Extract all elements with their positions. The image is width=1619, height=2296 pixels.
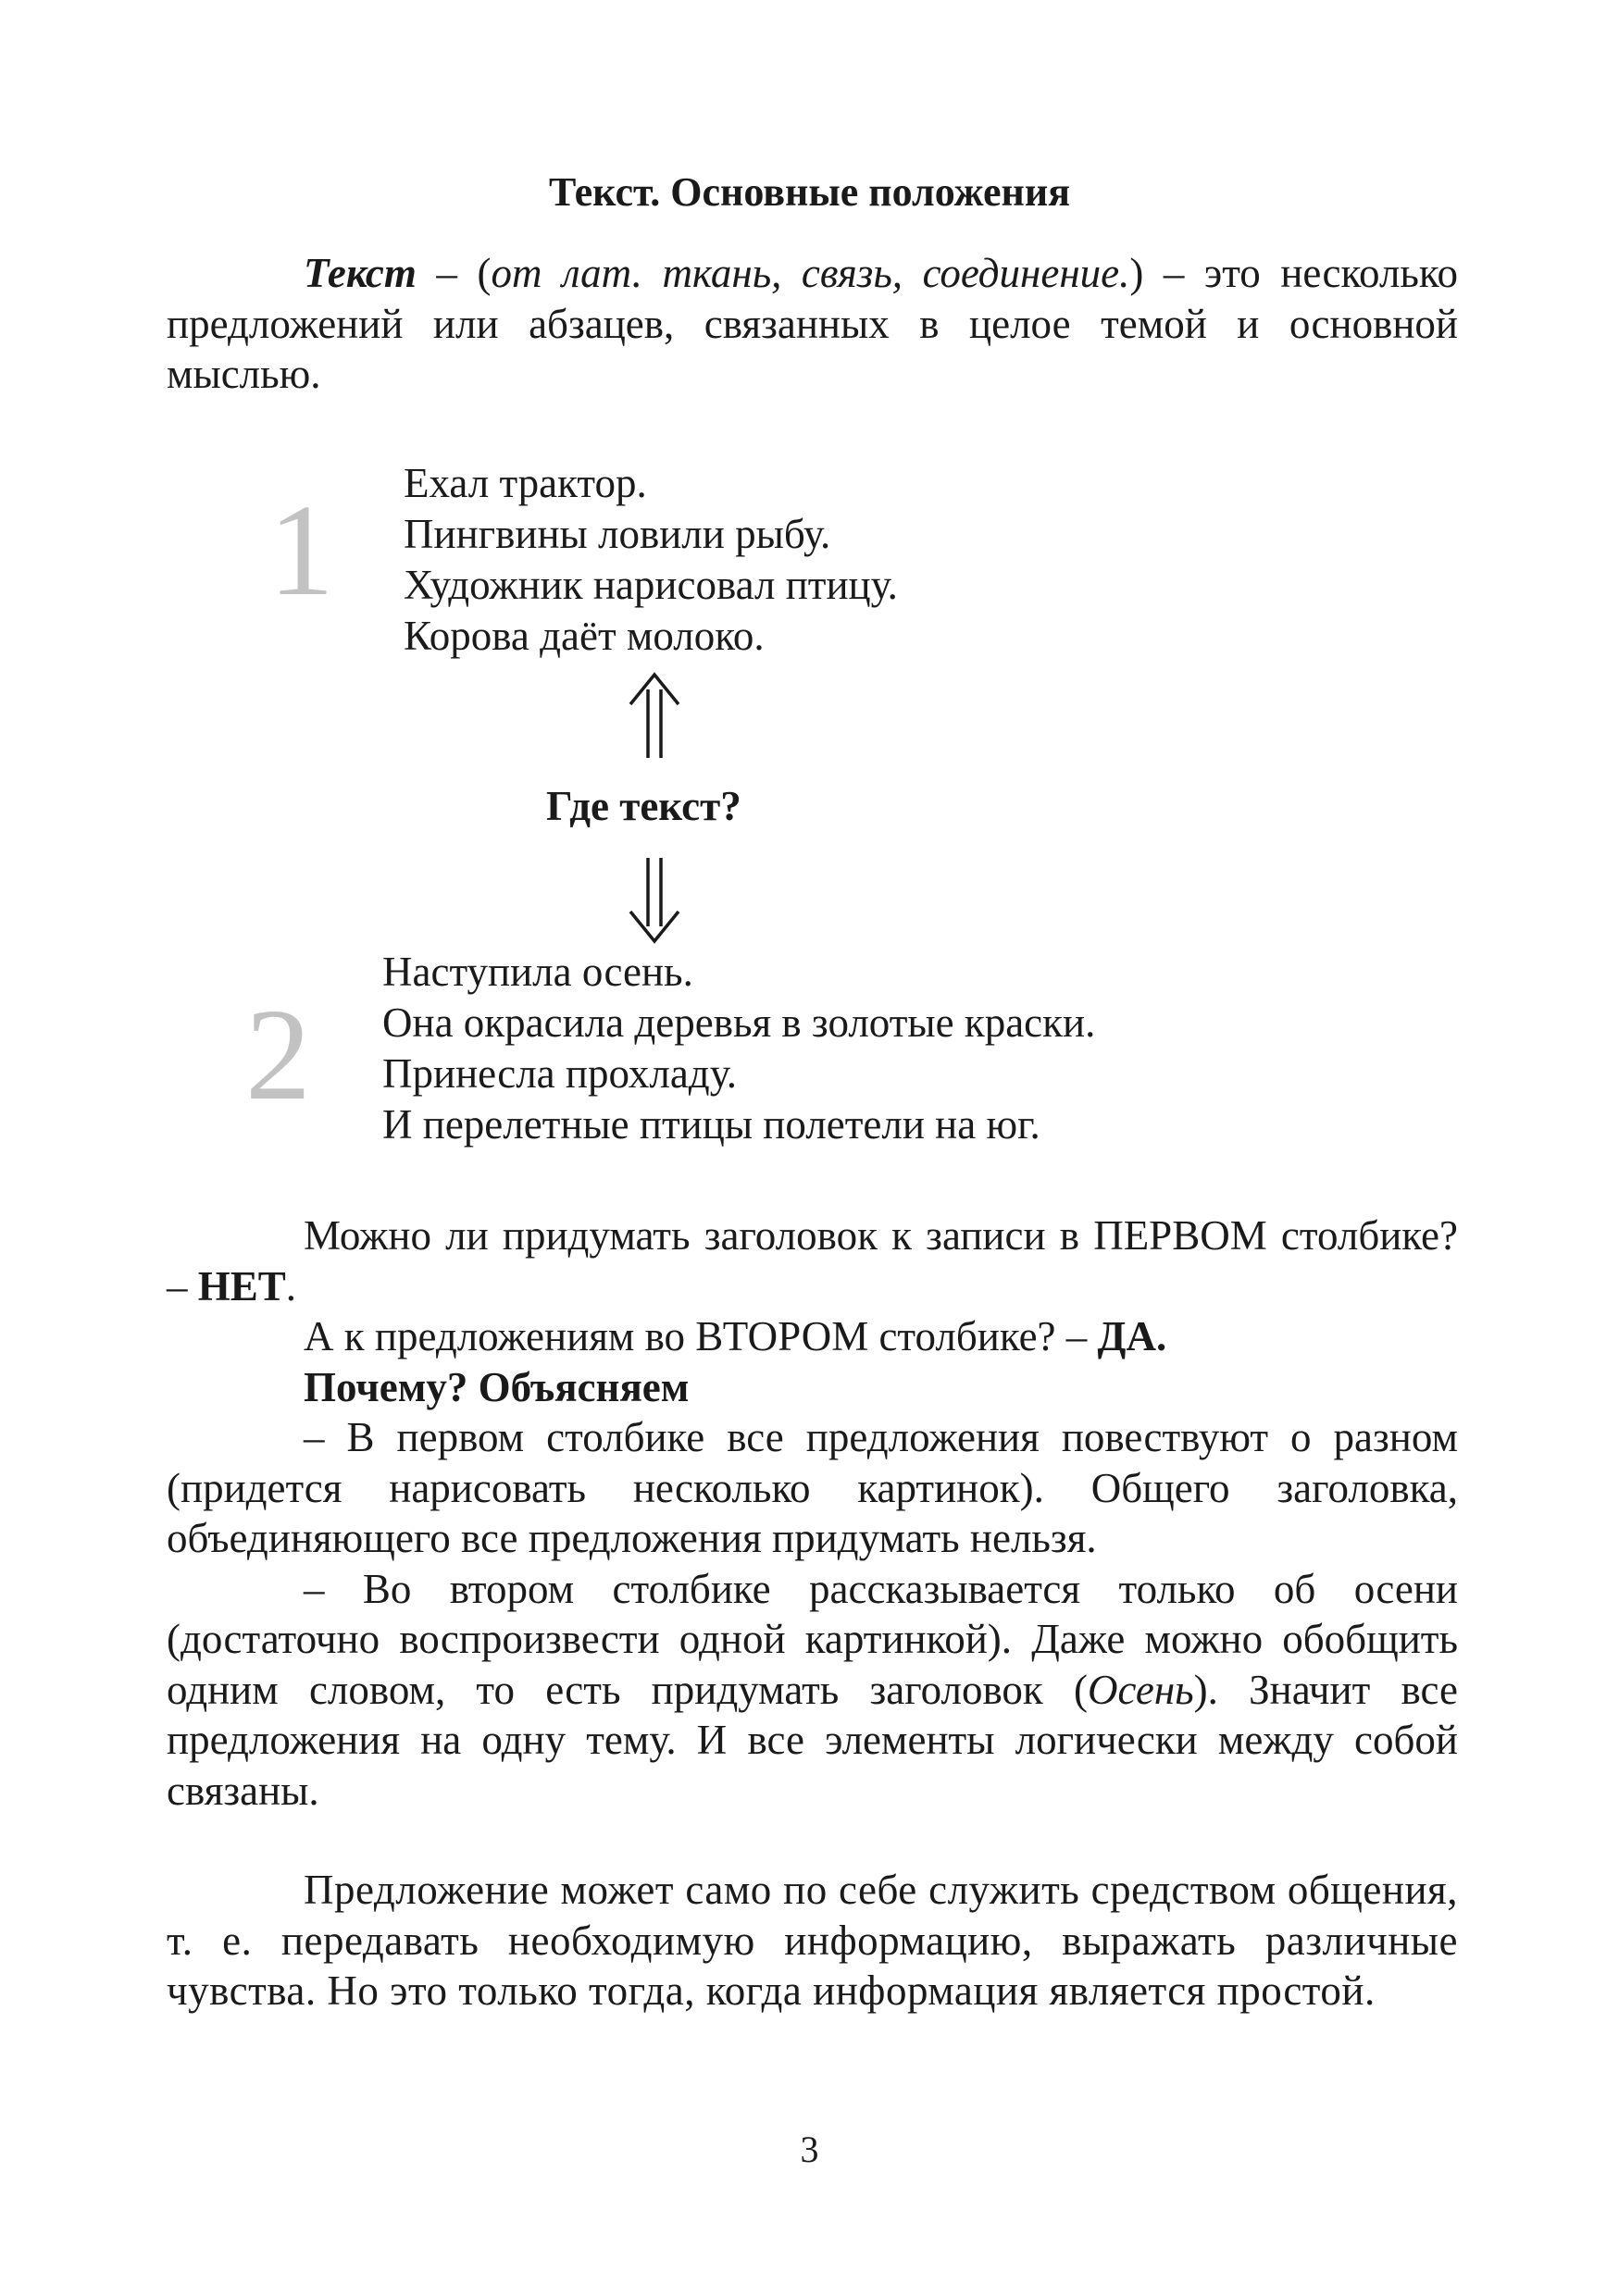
double-up-arrow-icon (627, 671, 682, 760)
question-one-end: . (285, 1262, 297, 1309)
answer-no: НЕТ (197, 1262, 286, 1309)
list-item: Ехал трактор. (404, 460, 647, 506)
definition-body: ) – это несколько предложений или абзацев, связанных в целое темой и основной мыслью. (167, 250, 1459, 397)
discussion-section (167, 1210, 1458, 1816)
double-down-arrow-icon (627, 856, 682, 945)
list-item: Наступила осень. (382, 949, 693, 995)
definition-paragraph (167, 248, 1458, 400)
question-one-text: Можно ли придумать заголовок к записи в ПЕРВОМ столбике? – (167, 1212, 1458, 1309)
page-title: Текст. Основные положения (548, 169, 1071, 215)
list-item: Пингвины ловили рыбу. (404, 511, 831, 557)
list-item: Художник нарисовал птицу. (404, 562, 898, 608)
list-item: Она окрасила деревья в золотые краски. (382, 999, 1096, 1046)
definition-etymology: от лат. ткань, связь, соединение. (491, 250, 1130, 296)
closing-paragraph (167, 1865, 1458, 2017)
explanation-heading: Почему? Объясняем (304, 1363, 690, 1410)
question-two (167, 1311, 1458, 1362)
closing-text: Предложение может само по себе служить средством общения, т. е. передавать необходимую информацию, выражать различные чувства. Но это только тогда, когда информация является простой. (167, 1867, 1458, 2014)
sentence-list-2 (382, 947, 1095, 1150)
explanation-two (167, 1564, 1458, 1817)
page-number: 3 (800, 2128, 819, 2170)
answer-yes: ДА. (1097, 1313, 1167, 1359)
question-two-text: А к предложениям во ВТОРОМ столбике? – (304, 1313, 1098, 1359)
list-item: И перелетные птицы полетели на юг. (382, 1101, 1040, 1148)
definition-term: Текст (304, 250, 417, 296)
column-number-2: 2 (245, 981, 311, 1127)
column-number-1: 1 (268, 477, 334, 623)
explanation-one: – В первом столбике все предложения повествуют о разном (придется нарисовать несколько картинок). Общего заголовка, объединяющего все предложения придумать нельзя. (167, 1414, 1458, 1561)
question-heading: Где текст? (546, 783, 741, 829)
explanation-two-end: ). Значит все предложения на одну тему. И все элементы логически между собой связаны. (167, 1666, 1458, 1814)
explanation-two-text: – Во втором столбике рассказывается только об осени (достаточно воспроизвести одной картинкой). Даже можно обобщить одним словом, то есть придумать заголовок ( (167, 1565, 1458, 1713)
suggested-title: Осень (1088, 1666, 1194, 1713)
list-item: Принесла прохладу. (382, 1050, 737, 1097)
question-one (167, 1210, 1458, 1311)
list-item: Корова даёт молоко. (404, 613, 765, 659)
definition-dash: – ( (416, 250, 492, 296)
sentence-list-1 (404, 458, 898, 662)
